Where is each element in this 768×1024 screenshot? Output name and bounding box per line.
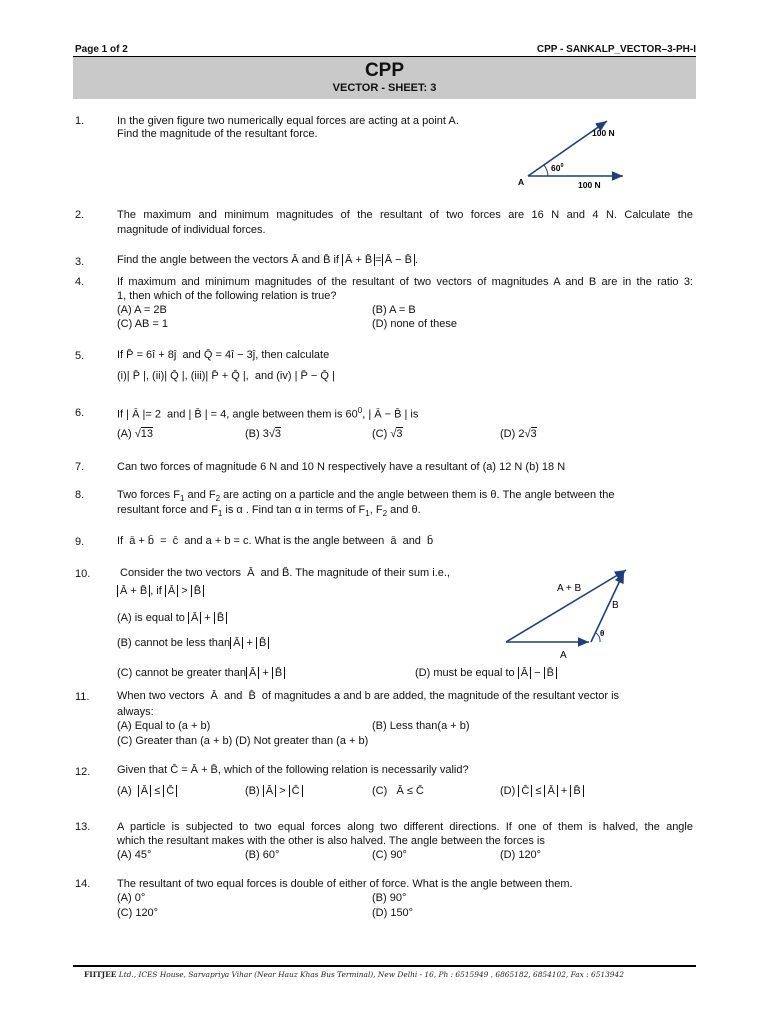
- q3-prefix: Find the angle between the vectors: [117, 254, 289, 266]
- q10-theta-label: θ: [600, 629, 605, 638]
- q5-then: , then calculate: [255, 349, 330, 361]
- q13-line1: A particle is subjected to two equal forces along two different directions. If one of them is halved, the angle: [117, 821, 693, 833]
- q14-option-c: (C) 120°: [117, 907, 159, 919]
- footer-rule: [73, 965, 696, 967]
- q1-angle-arc: [544, 165, 548, 176]
- q5-line2: (i)| P̄ |, (ii)| Q̄ |, (iii)| P̄ + Q̄ |, and (iv) | P̄ − Q̄ |: [117, 370, 335, 382]
- question-number: 2.: [75, 209, 85, 221]
- question-number: 7.: [75, 461, 85, 473]
- q10-option-b: (B) cannot be less than Ā + B̄: [117, 637, 269, 649]
- q1-angle-label: $60^0$: [551, 163, 564, 173]
- q10-line1: Consider the two vectors Ā and B̄. The magnitude of their sum i.e.,: [120, 567, 450, 579]
- q12-option-c: (C) Ā ≤ C̄: [372, 785, 424, 797]
- q12-option-b: (B) Ā > C̄: [245, 785, 303, 797]
- q4-option-d: (D) none of these: [372, 318, 457, 330]
- q10-sum-label: A + B: [557, 583, 582, 594]
- q3-text: Find the angle between the vectors Ā and B̄ if Ā + B̄ = Ā − B̄ .: [117, 254, 418, 266]
- q4-option-a: (A) A = 2B: [117, 304, 167, 316]
- q13-option-b: (B) 60°: [245, 849, 280, 861]
- q13-line2: which the resultant makes with the other is also halved. The angle between the forces is: [117, 835, 545, 847]
- question-number: 9.: [75, 536, 85, 548]
- page-title: CPP: [364, 60, 405, 81]
- q9-text: If ā + b̄ = c̄ and a + b = c. What is the angle between ā and b̄: [117, 535, 434, 547]
- q1-force-figure: [515, 115, 635, 195]
- footer-text: Ltd., ICES House, Sarvapriya Vihar (Near Hauz Khas Bus Terminal), New Delhi - 16, Ph : 6515949 , 6865182, 6854102, Fax : 6513942: [118, 970, 624, 979]
- q13-option-c: (C) 90°: [372, 849, 407, 861]
- q6-option-b: (B) 3√3: [245, 428, 282, 440]
- q10-a-label: A: [560, 650, 567, 661]
- q6-angle-text: angle between them is 60: [232, 408, 358, 421]
- question-number: 8.: [75, 489, 85, 501]
- question-number: 3.: [75, 256, 85, 268]
- q1-force-top-label: 100 N: [592, 128, 615, 138]
- page-number: Page 1 of 2: [75, 44, 128, 55]
- question-number: 12.: [75, 766, 91, 778]
- q5-line1: If P̄ = 6î + 8ĵ and Q̄ = 4î − 3ĵ, then calculate: [117, 349, 330, 361]
- q10-b-arrow: [591, 572, 624, 642]
- question-number: 10.: [75, 568, 91, 580]
- q2-line1: The maximum and minimum magnitudes of the resultant of two forces are 16 N and 4 N. Calculate the: [117, 209, 693, 221]
- question-number: 6.: [75, 407, 85, 419]
- q10-option-c: (C) cannot be greater than Ā + B̄: [117, 667, 285, 679]
- footer-address: [84, 970, 696, 979]
- q6-option-a: (A) √13: [117, 428, 154, 440]
- q12-option-d: (D) C̄ ≤ Ā + B̄: [500, 785, 584, 797]
- q10-vector-figure: [500, 565, 635, 660]
- q12-line1: Given that C̄ = Ā + B̄, which of the following relation is necessarily valid?: [117, 764, 469, 776]
- q5-intro: If: [117, 349, 124, 361]
- q11-line2: always:: [117, 706, 154, 718]
- q6-line1: If | Ā |= 2 and | B̄ | = 4, angle between them is $60^0$, | Ā − B̄ | is: [117, 406, 419, 421]
- q4-option-c: (C) AB = 1: [117, 318, 169, 330]
- q7-text: Can two forces of magnitude 6 N and 10 N respectively have a resultant of (a) 12 N (b) 18 N: [117, 461, 566, 473]
- q11-option-b: (B) Less than(a + b): [372, 720, 470, 732]
- question-number: 13.: [75, 821, 91, 833]
- q1-line2: Find the magnitude of the resultant force.: [117, 128, 318, 140]
- q11-option-a: (A) Equal to (a + b): [117, 720, 211, 732]
- q10-option-d: (D) must be equal to Ā − B̄: [415, 667, 557, 679]
- q14-option-d: (D) 150°: [372, 907, 414, 919]
- q1-force-bottom-label: 100 N: [578, 180, 601, 190]
- q9-body: and a + b = c. What is the angle between: [184, 535, 385, 547]
- title-band: [73, 57, 696, 99]
- question-number: 11.: [75, 691, 90, 703]
- q5-parts-label: (i): [117, 370, 127, 382]
- q4-option-b: (B) A = B: [372, 304, 416, 316]
- question-number: 5.: [75, 350, 85, 362]
- q1-point-label: A: [518, 177, 525, 187]
- q14-option-a: (A) 0°: [117, 892, 146, 904]
- q14-line1: The resultant of two equal forces is double of either of force. What is the angle between them.: [117, 878, 573, 890]
- q2-line2: magnitude of individual forces.: [117, 224, 266, 236]
- q8-line1: Two forces $F_1$ and $F_2$ are acting on a particle and the angle between them is θ. The angle between the: [117, 489, 615, 504]
- q6-option-d: (D) 2√3: [500, 428, 537, 440]
- q4-line1: If maximum and minimum magnitudes of the resultant of two vectors of magnitudes A and B are in the ratio 3:: [117, 276, 693, 288]
- q11-option-cd: (C) Greater than (a + b) (D) Not greater than (a + b): [117, 735, 369, 747]
- q6-option-c: (C) √3: [372, 428, 403, 440]
- question-number: 1.: [75, 115, 85, 127]
- document-code: CPP - SANKALP_VECTOR–3-PH-I: [536, 44, 696, 55]
- footer-brand: FIITJEE: [84, 970, 117, 979]
- q13-option-d: (D) 120°: [500, 849, 542, 861]
- q10-b-label: B: [612, 600, 619, 611]
- page-subtitle: VECTOR - SHEET: 3: [332, 82, 437, 94]
- q12-option-a: (A) Ā ≤ C̄: [117, 785, 177, 797]
- question-number: 4.: [75, 276, 85, 288]
- q11-line1: When two vectors Ā and B̄ of magnitudes a and b are added, the magnitude of the resultant vector is: [117, 690, 620, 702]
- q10-option-a: (A) is equal to Ā + B̄: [117, 612, 227, 624]
- q4-line2: 1, then which of the following relation is true?: [117, 290, 337, 302]
- q13-option-a: (A) 45°: [117, 849, 152, 861]
- q5-and: and (iv): [254, 370, 292, 382]
- q1-line1: In the given figure two numerically equal forces are acting at a point A.: [117, 115, 459, 127]
- q14-option-b: (B) 90°: [372, 892, 407, 904]
- question-number: 14.: [75, 878, 91, 890]
- q8-line2: resultant force and $F_1$ is α . Find tan α in terms of $F_1$, $F_2$ and θ.: [117, 504, 421, 519]
- q10-line2: Ā + B̄ , if Ā > B̄: [117, 585, 204, 597]
